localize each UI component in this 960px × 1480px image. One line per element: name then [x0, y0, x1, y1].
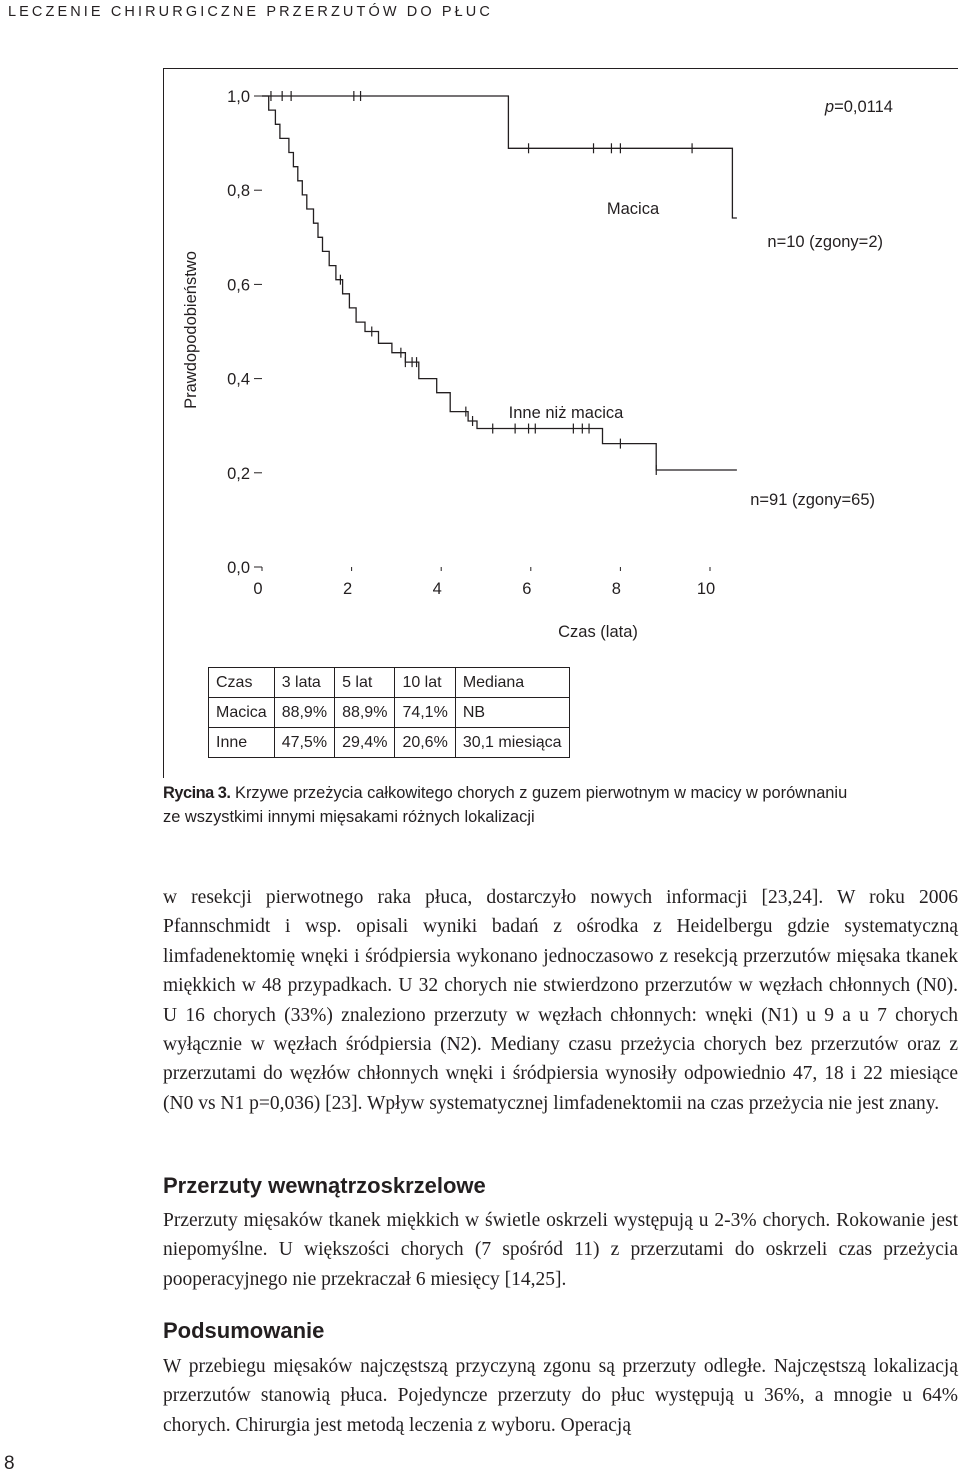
- chart-curves: [262, 91, 737, 475]
- chart-axes: [182, 88, 715, 641]
- table-cell: 5 lat: [335, 668, 395, 698]
- x-axis-title: Czas (lata): [558, 623, 638, 641]
- table-cell: Czas: [209, 668, 275, 698]
- x-tick-label: 0: [253, 580, 263, 598]
- running-head: LECZENIE CHIRURGICZNE PRZERZUTÓW DO PŁUC: [8, 4, 493, 20]
- table-header-row: [209, 668, 570, 698]
- x-tick-label: 2: [343, 580, 353, 598]
- figure-caption: [163, 781, 863, 829]
- series-annotation: n=10 (zgony=2): [767, 233, 883, 251]
- table-cell: 47,5%: [274, 728, 334, 758]
- paragraph-3: W przebiegu mięsaków najczęstszą przyczyną zgonu są przerzuty odległe. Najczęstszą lokalizacją przerzutów stanowią płuca. Pojedyncze przerzuty do płuc występują u 36%, a mnogie u 64% chorych. Chirurgia jest metodą leczenia z wyboru. Operacją: [163, 1356, 958, 1436]
- table-cell: 30,1 miesiąca: [455, 728, 569, 758]
- table-cell: 10 lat: [395, 668, 455, 698]
- paragraph-2: Przerzuty mięsaków tkanek miękkich w świetle oskrzeli występują u 2-3% chorych. Rokowanie jest niepomyślne. U większości chorych (7 spośród 11) z przerzutami do oskrzeli czas przeżycia pooperacyjnego nie przekraczał 6 miesięcy [14,25].: [163, 1210, 958, 1290]
- table-row: [209, 698, 570, 728]
- table-cell: Mediana: [455, 668, 569, 698]
- y-tick-label: 1,0: [227, 88, 250, 106]
- table-cell: 3 lata: [274, 668, 334, 698]
- x-tick-label: 10: [696, 580, 716, 598]
- paragraph-1: w resekcji pierwotnego raka płuca, dostarczyło nowych informacji [23,24]. W roku 2006 Pfannschmidt i wsp. opisali wyniki badań z ośrodka z Heidelbergu gdzie systematyczną limfadenektomię wnęki i śródpiersia wykonano jednoczasowo z resekcją przerzutów mięsaka tkanek miękkich w 48 przypadkach. U 32 chorych nie stwierdzono przerzutów w węzłach chłonnych (N0). U 16 chorych (33%) znaleziono przerzuty w węzłach chłonnych: wnęki (N1) u 9 a u 7 chorych wyłącznie w węzłach śródpiersia (N2). Mediany czasu przeżycia chorych bez przerzutów oraz z przerzutami do węzłów chłonnych wnęki i śródpiersia wynosiły odpowiednio 47, 18 i 22 miesiące (N0 vs N1 p=0,036) [23]. Wpływ systematycznej limfadenektomii na czas przeżycia nie jest znany.: [163, 887, 958, 1114]
- page-number: 8: [4, 1453, 15, 1474]
- y-axis-title: Prawdopodobieństwo: [182, 251, 200, 409]
- table-cell: Macica: [209, 698, 275, 728]
- y-tick-label: 0,0: [227, 559, 250, 577]
- caption-label: Rycina 3.: [163, 784, 231, 802]
- p-value-label: [824, 98, 893, 116]
- table-cell: 20,6%: [395, 728, 455, 758]
- table-cell: 74,1%: [395, 698, 455, 728]
- table-cell: 29,4%: [335, 728, 395, 758]
- survival-table: [208, 667, 570, 758]
- series-curve-inne: [262, 96, 737, 470]
- y-tick-label: 0,8: [227, 182, 250, 201]
- p-value-number: =0,0114: [834, 98, 893, 116]
- p-value-symbol: p: [824, 98, 835, 116]
- table-cell: 88,9%: [274, 698, 334, 728]
- series-curve-macica: [262, 96, 737, 218]
- table-cell: 88,9%: [335, 698, 395, 728]
- survival-chart: [0, 0, 960, 660]
- x-tick-label: 6: [522, 580, 532, 598]
- x-tick-label: 8: [611, 580, 621, 598]
- y-tick-label: 0,4: [227, 370, 250, 389]
- section-heading-summary: Podsumowanie: [163, 1318, 325, 1343]
- table-cell: Inne: [209, 728, 275, 758]
- series-annotation: n=91 (zgony=65): [750, 491, 875, 509]
- y-tick-label: 0,2: [227, 464, 250, 483]
- x-tick-label: 4: [432, 580, 442, 598]
- caption-text: Krzywe przeżycia całkowitego chorych z guzem pierwotnym w macicy w porównaniu ze wszystkimi innymi mięsakami różnych lokalizacji: [163, 784, 848, 826]
- series-label: Macica: [606, 200, 660, 218]
- table-row: [209, 728, 570, 758]
- section-heading-endobronchial: Przerzuty wewnątrzoskrzelowe: [163, 1173, 486, 1198]
- chart-labels: [509, 98, 893, 509]
- table-cell: NB: [455, 698, 569, 728]
- series-label: Inne niż macica: [508, 404, 624, 422]
- y-tick-label: 0,6: [227, 276, 250, 295]
